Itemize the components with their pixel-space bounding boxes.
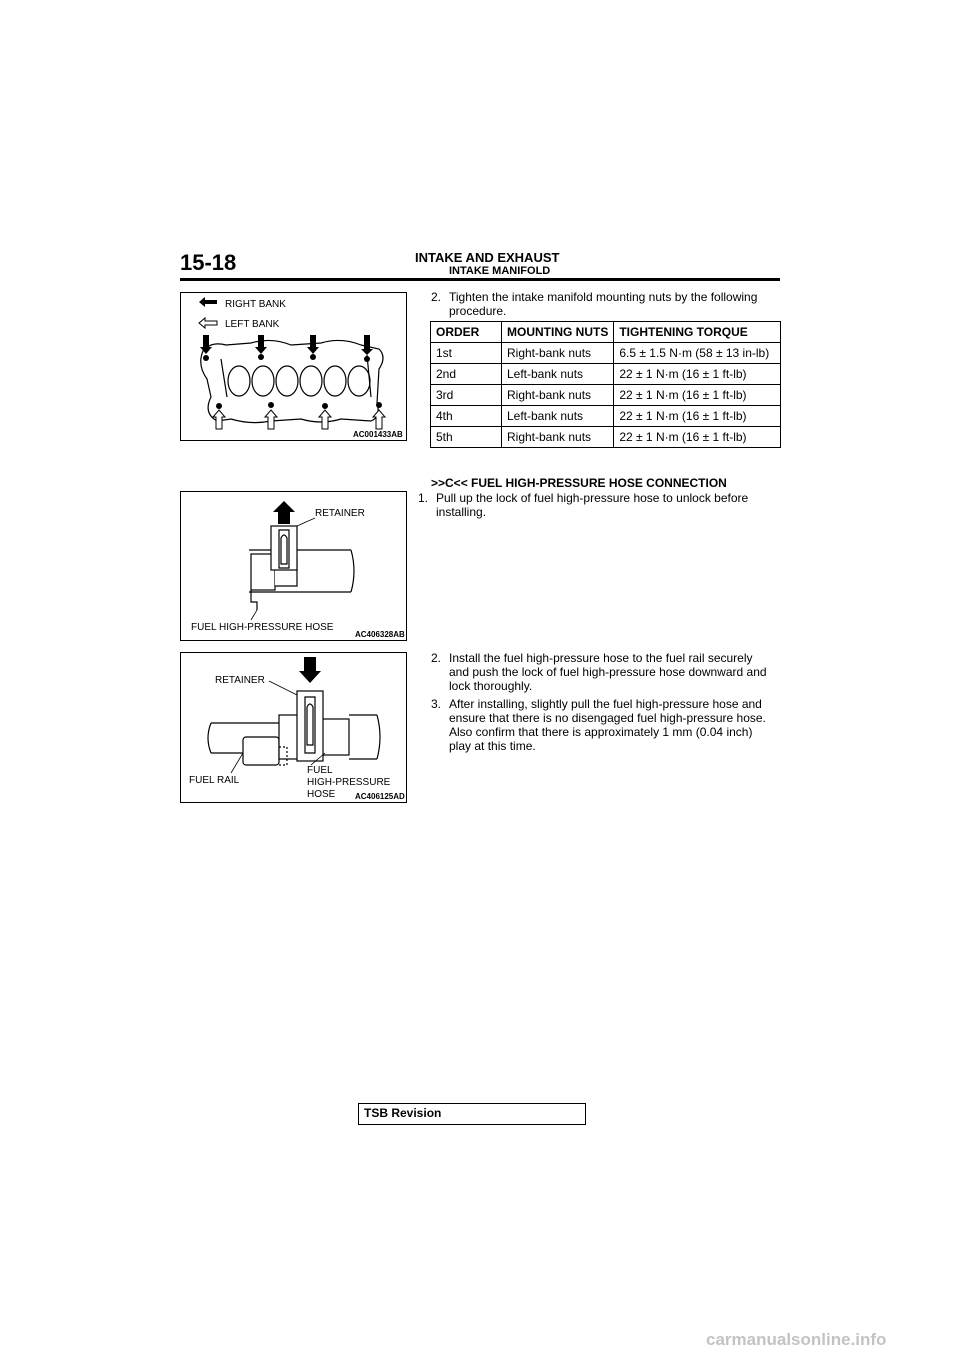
manifold-body bbox=[201, 340, 383, 422]
table-cell: 22 ± 1 N·m (16 ± 1 ft-lb) bbox=[614, 406, 781, 427]
table-header-row bbox=[431, 322, 781, 343]
legend-left-bank: LEFT BANK bbox=[225, 319, 280, 330]
hose-label-line: HOSE bbox=[307, 789, 336, 800]
figure-code: AC001433AB bbox=[353, 430, 403, 439]
table-row bbox=[431, 364, 781, 385]
step-number: 2. bbox=[431, 290, 442, 304]
confirm-step bbox=[431, 697, 781, 755]
step-text-line: play at this time. bbox=[449, 739, 536, 753]
step-text-line: lock thoroughly. bbox=[449, 679, 533, 693]
table-row bbox=[431, 385, 781, 406]
table-cell: Left-bank nuts bbox=[502, 406, 614, 427]
step-text-line: Also confirm that there is approximately 1 mm (0.04 inch) bbox=[449, 725, 753, 739]
table-cell: Right-bank nuts bbox=[502, 427, 614, 448]
column-header-mounting-nuts: MOUNTING NUTS bbox=[502, 322, 614, 343]
fuel-rail-label: FUEL RAIL bbox=[189, 775, 240, 786]
header-rule bbox=[180, 278, 780, 281]
right-bank-arrow-icon bbox=[199, 297, 217, 307]
step-text-line: and push the lock of fuel high-pressure hose downward and bbox=[449, 665, 767, 679]
unlock-step bbox=[418, 491, 780, 521]
table-cell: 22 ± 1 N·m (16 ± 1 ft-lb) bbox=[614, 427, 781, 448]
table-cell: 4th bbox=[431, 406, 502, 427]
table-cell: 22 ± 1 N·m (16 ± 1 ft-lb) bbox=[614, 364, 781, 385]
manifold-illustration bbox=[181, 293, 406, 440]
step-text-line: ensure that there is no disengaged fuel high-pressure hose. bbox=[449, 711, 766, 725]
figure-code: AC406328AB bbox=[355, 630, 405, 639]
column-header-order: ORDER bbox=[431, 322, 502, 343]
hose-label-line: HIGH-PRESSURE bbox=[307, 777, 391, 788]
subsection-title: INTAKE MANIFOLD bbox=[449, 265, 551, 277]
retainer-leader bbox=[297, 518, 315, 526]
section-title: INTAKE AND EXHAUST bbox=[415, 250, 560, 265]
table-cell: Right-bank nuts bbox=[502, 343, 614, 364]
retainer-label: RETAINER bbox=[315, 508, 365, 519]
tighten-step bbox=[431, 290, 781, 320]
unlock-illustration bbox=[181, 492, 406, 640]
push-down-arrow-icon bbox=[299, 657, 321, 683]
manifold-figure bbox=[180, 292, 407, 441]
step-text-line: Tighten the intake manifold mounting nuts by the following bbox=[449, 290, 758, 304]
watermark: carmanualsonline.info bbox=[706, 1330, 887, 1349]
hose-leader bbox=[251, 610, 257, 620]
step-text-line: Install the fuel high-pressure hose to the fuel rail securely bbox=[449, 651, 753, 665]
page-number: 15-18 bbox=[180, 250, 237, 275]
column-header-tightening-torque: TIGHTENING TORQUE bbox=[614, 322, 781, 343]
torque-table bbox=[430, 321, 781, 448]
unlock-figure bbox=[180, 491, 407, 641]
tsb-revision-label: TSB Revision bbox=[364, 1106, 442, 1120]
install-step bbox=[431, 651, 781, 695]
step-text-line: Pull up the lock of fuel high-pressure hose to unlock before bbox=[436, 491, 749, 505]
retainer-leader bbox=[269, 681, 297, 695]
step-number: 1. bbox=[418, 491, 429, 505]
step-number: 3. bbox=[431, 697, 442, 711]
table-row bbox=[431, 406, 781, 427]
table-cell: 3rd bbox=[431, 385, 502, 406]
step-text-line: After installing, slightly pull the fuel high-pressure hose and bbox=[449, 697, 762, 711]
table-row bbox=[431, 343, 781, 364]
table-cell: 2nd bbox=[431, 364, 502, 385]
step-number: 2. bbox=[431, 651, 442, 665]
table-cell: 6.5 ± 1.5 N·m (58 ± 13 in-lb) bbox=[614, 343, 781, 364]
step-text-line: procedure. bbox=[449, 304, 507, 318]
retainer-label: RETAINER bbox=[215, 675, 265, 686]
figure-code: AC406125AD bbox=[355, 792, 405, 801]
step-text-line: installing. bbox=[436, 505, 487, 519]
left-bank-arrow-icon bbox=[199, 318, 217, 328]
hose-label: FUEL HIGH-PRESSURE HOSE bbox=[191, 622, 334, 633]
hose-connection-heading: >>C<< FUEL HIGH-PRESSURE HOSE CONNECTION bbox=[431, 476, 727, 490]
table-cell: 1st bbox=[431, 343, 502, 364]
table-row bbox=[431, 427, 781, 448]
table-cell: 22 ± 1 N·m (16 ± 1 ft-lb) bbox=[614, 385, 781, 406]
hose-label-line: FUEL bbox=[307, 765, 333, 776]
table-cell: 5th bbox=[431, 427, 502, 448]
install-figure bbox=[180, 652, 407, 803]
legend-right-bank: RIGHT BANK bbox=[225, 299, 286, 310]
table-cell: Right-bank nuts bbox=[502, 385, 614, 406]
rail-leader bbox=[231, 753, 243, 773]
pull-up-arrow-icon bbox=[273, 501, 295, 524]
table-cell: Left-bank nuts bbox=[502, 364, 614, 385]
